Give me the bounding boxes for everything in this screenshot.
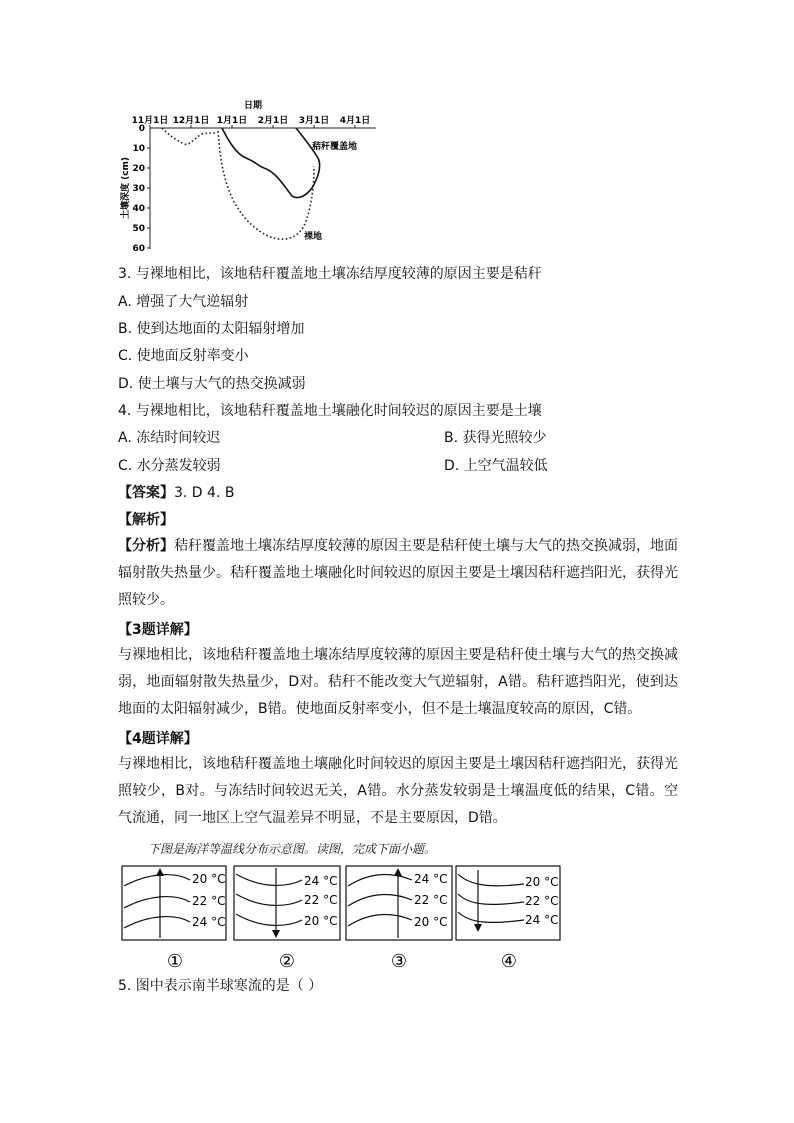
answer-text: 3. D 4. B [174,485,235,501]
q4-detail-heading: 【4题详解】 [118,731,198,747]
analysis-text: 秸秆覆盖地土壤冻结厚度较薄的原因主要是秸秆使土壤与大气的热交换减弱，地面辐射散失热量少。秸秆覆盖地土壤融化时间较迟的原因主要是土壤因秸秆遮挡阳光，获得光照较少。 [118,538,678,608]
analysis-label: 【分析】 [118,538,174,554]
panel-1-isotherm-mid: 22 °C [192,894,226,908]
x-tick: 1月1日 [216,116,248,126]
panel-3-label: ③ [390,951,408,972]
q4-detail-text: 与裸地相比，该地秸秆覆盖地土壤融化时间较迟的原因主要是土壤因秸秆遮挡阳光，获得光照较少，B对。与冻结时间较迟无关，A错。水分蒸发较弱是土壤温度低的结果，C错。空气流通，同一地区上空气温差异不明显，不是主要原因，D错。 [118,756,678,826]
answer-label: 【答案】 [118,485,174,501]
isotherm-panel-2 [234,866,340,940]
q3-option-b: B. 使到达地面的太阳辐射增加 [118,321,305,337]
x-tick: 2月1日 [257,116,289,126]
q3-detail-heading: 【3题详解】 [118,622,198,638]
panel-2-label: ② [278,951,296,972]
x-tick: 12月1日 [172,116,210,126]
answer-row [118,483,234,503]
q3-option-a: A. 增强了大气逆辐射 [118,294,249,310]
panel-3-isotherm-top: 24 °C [414,872,448,886]
q3-option-d: D. 使土壤与大气的热交换减弱 [118,376,306,392]
panel-2-isotherm-mid: 22 °C [304,893,338,907]
isotherm-panel-3 [346,866,452,940]
series-bare-ground-line [162,128,314,239]
panel-2-isotherm-top: 24 °C [304,874,338,888]
frost-depth-chart [118,96,380,256]
panel-4-isotherm-top: 20 °C [525,875,559,889]
panel-1-label: ① [166,951,184,972]
y-tick: 30 [132,184,145,194]
q3-option-c: C. 使地面反射率变小 [118,348,249,364]
panel-2-isotherm-bottom: 20 °C [304,914,338,928]
panel-4-isotherm-bottom: 24 °C [525,913,559,927]
q3-stem: 3. 与裸地相比，该地秸秆覆盖地土壤冻结厚度较薄的原因主要是秸秆 [118,266,542,282]
panel-1-isotherm-top: 20 °C [192,872,226,886]
y-axis-title: 土壤深度 (cm) [121,156,131,220]
q5-stem: 5. 图中表示南半球寒流的是（ ） [118,978,323,994]
isotherm-panel-4 [456,866,560,940]
panel-4-isotherm-mid: 22 °C [525,894,559,908]
analysis-heading: 【解析】 [118,512,174,528]
x-tick: 11月1日 [131,116,169,126]
panel-4-label: ④ [500,951,518,972]
y-tick: 0 [138,124,145,134]
isotherm-panels [120,864,564,974]
isotherm-panel-1 [122,866,226,940]
q4-option-b: B. 获得光照较少 [444,430,547,446]
q4-option-c: C. 水分蒸发较弱 [118,458,221,474]
y-tick: 20 [132,164,145,174]
series-straw-cover-line [222,128,320,198]
series-straw-cover-label: 秸秆覆盖地 [312,142,358,152]
q4-stem: 4. 与裸地相比，该地秸秆覆盖地土壤融化时间较迟的原因主要是土壤 [118,403,542,419]
q4-option-d: D. 上空气温较低 [444,458,548,474]
panel-3-isotherm-mid: 22 °C [414,893,448,907]
series-bare-ground-label: 裸地 [304,232,323,242]
figure-intro: 下图是海洋等温线分布示意图。读图，完成下面小题。 [148,842,437,856]
x-tick: 3月1日 [298,116,330,126]
q4-option-a: A. 冻结时间较迟 [118,430,221,446]
y-tick: 40 [132,204,145,214]
panel-3-isotherm-bottom: 20 °C [414,915,448,929]
y-tick: 50 [132,224,145,234]
q3-detail-text: 与裸地相比，该地秸秆覆盖地土壤冻结厚度较薄的原因主要是秸秆使土壤与大气的热交换减弱，地面辐射散失热量少，D对。秸秆不能改变大气逆辐射，A错。秸秆遮挡阳光，使到达地面的太阳辐射减少，B错。使地面反射率变小，但不是土壤温度较高的原因，C错。 [118,647,678,717]
panel-1-isotherm-bottom: 24 °C [192,915,226,929]
x-tick: 4月1日 [339,116,371,126]
x-axis-title: 日期 [243,101,263,111]
analysis-paragraph [118,533,678,614]
y-tick: 10 [132,144,145,154]
y-tick: 60 [132,244,145,254]
